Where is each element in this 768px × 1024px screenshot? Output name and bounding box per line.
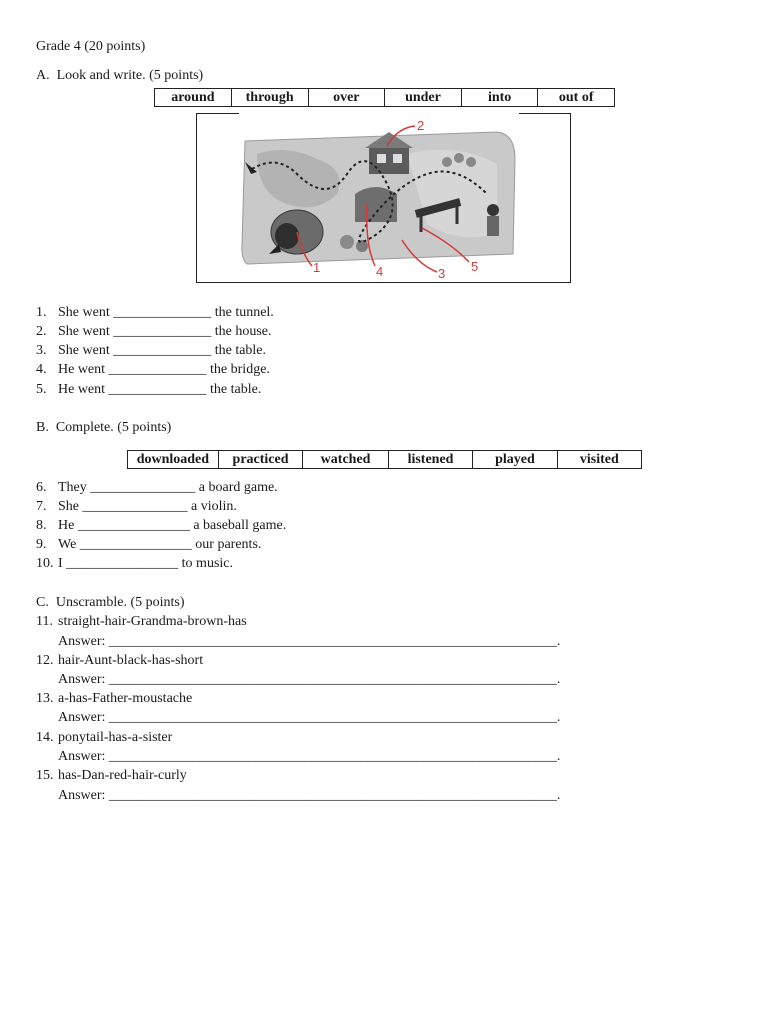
page-title: Grade 4 (20 points) <box>36 39 146 54</box>
word-bank-a-item: out of <box>538 89 615 107</box>
section-b-heading: B. Complete. (5 points) <box>36 420 172 435</box>
answer-line: Answer: ________________________________________________________________. <box>58 788 561 803</box>
word-bank-a-item: over <box>308 89 385 107</box>
answer-line: Answer: ________________________________________________________________. <box>58 749 561 764</box>
picture-frame <box>196 113 571 283</box>
word-bank-b-item: listened <box>388 451 472 469</box>
list-item: 2. She went ______________ the house. <box>36 324 272 339</box>
word-bank-b <box>127 450 642 469</box>
word-bank-b-item: played <box>473 451 557 469</box>
list-item: 15. has-Dan-red-hair-curly <box>36 768 187 783</box>
list-item: 1. She went ______________ the tunnel. <box>36 305 274 320</box>
word-bank-b-item: visited <box>557 451 641 469</box>
word-bank-a-item: around <box>155 89 232 107</box>
list-item: 3. She went ______________ the table. <box>36 343 267 358</box>
list-item: 8. He ________________ a baseball game. <box>36 518 287 533</box>
list-item: 4. He went ______________ the bridge. <box>36 362 270 377</box>
answer-line: Answer: ________________________________________________________________. <box>58 672 561 687</box>
list-item: 7. She _______________ a violin. <box>36 499 237 514</box>
word-bank-a-item: through <box>231 89 308 107</box>
answer-line: Answer: ________________________________________________________________. <box>58 634 561 649</box>
list-item: 11. straight-hair-Grandma-brown-has <box>36 614 247 629</box>
list-item: 10. I ________________ to music. <box>36 556 233 571</box>
answer-line: Answer: ________________________________________________________________. <box>58 710 561 725</box>
annotation-label: 5 <box>471 259 479 274</box>
section-c-heading: C. Unscramble. (5 points) <box>36 595 185 610</box>
list-item: 13. a-has-Father-moustache <box>36 691 193 706</box>
word-bank-b-item: practiced <box>218 451 303 469</box>
word-bank-a <box>154 88 615 107</box>
annotation-label: 4 <box>376 264 384 279</box>
word-bank-b-item: downloaded <box>128 451 219 469</box>
playground-illustration <box>197 114 572 284</box>
list-item: 14. ponytail-has-a-sister <box>36 730 173 745</box>
list-item: 12. hair-Aunt-black-has-short <box>36 653 204 668</box>
list-item: 6. They _______________ a board game. <box>36 480 278 495</box>
list-item: 9. We ________________ our parents. <box>36 537 262 552</box>
annotation-label: 1 <box>313 260 321 275</box>
list-item: 5. He went ______________ the table. <box>36 382 262 397</box>
annotation-label: 3 <box>438 266 446 281</box>
word-bank-b-item: watched <box>303 451 388 469</box>
annotation-label: 2 <box>417 118 425 133</box>
word-bank-a-item: into <box>461 89 538 107</box>
word-bank-a-item: under <box>385 89 462 107</box>
section-a-heading: A. Look and write. (5 points) <box>36 68 204 83</box>
